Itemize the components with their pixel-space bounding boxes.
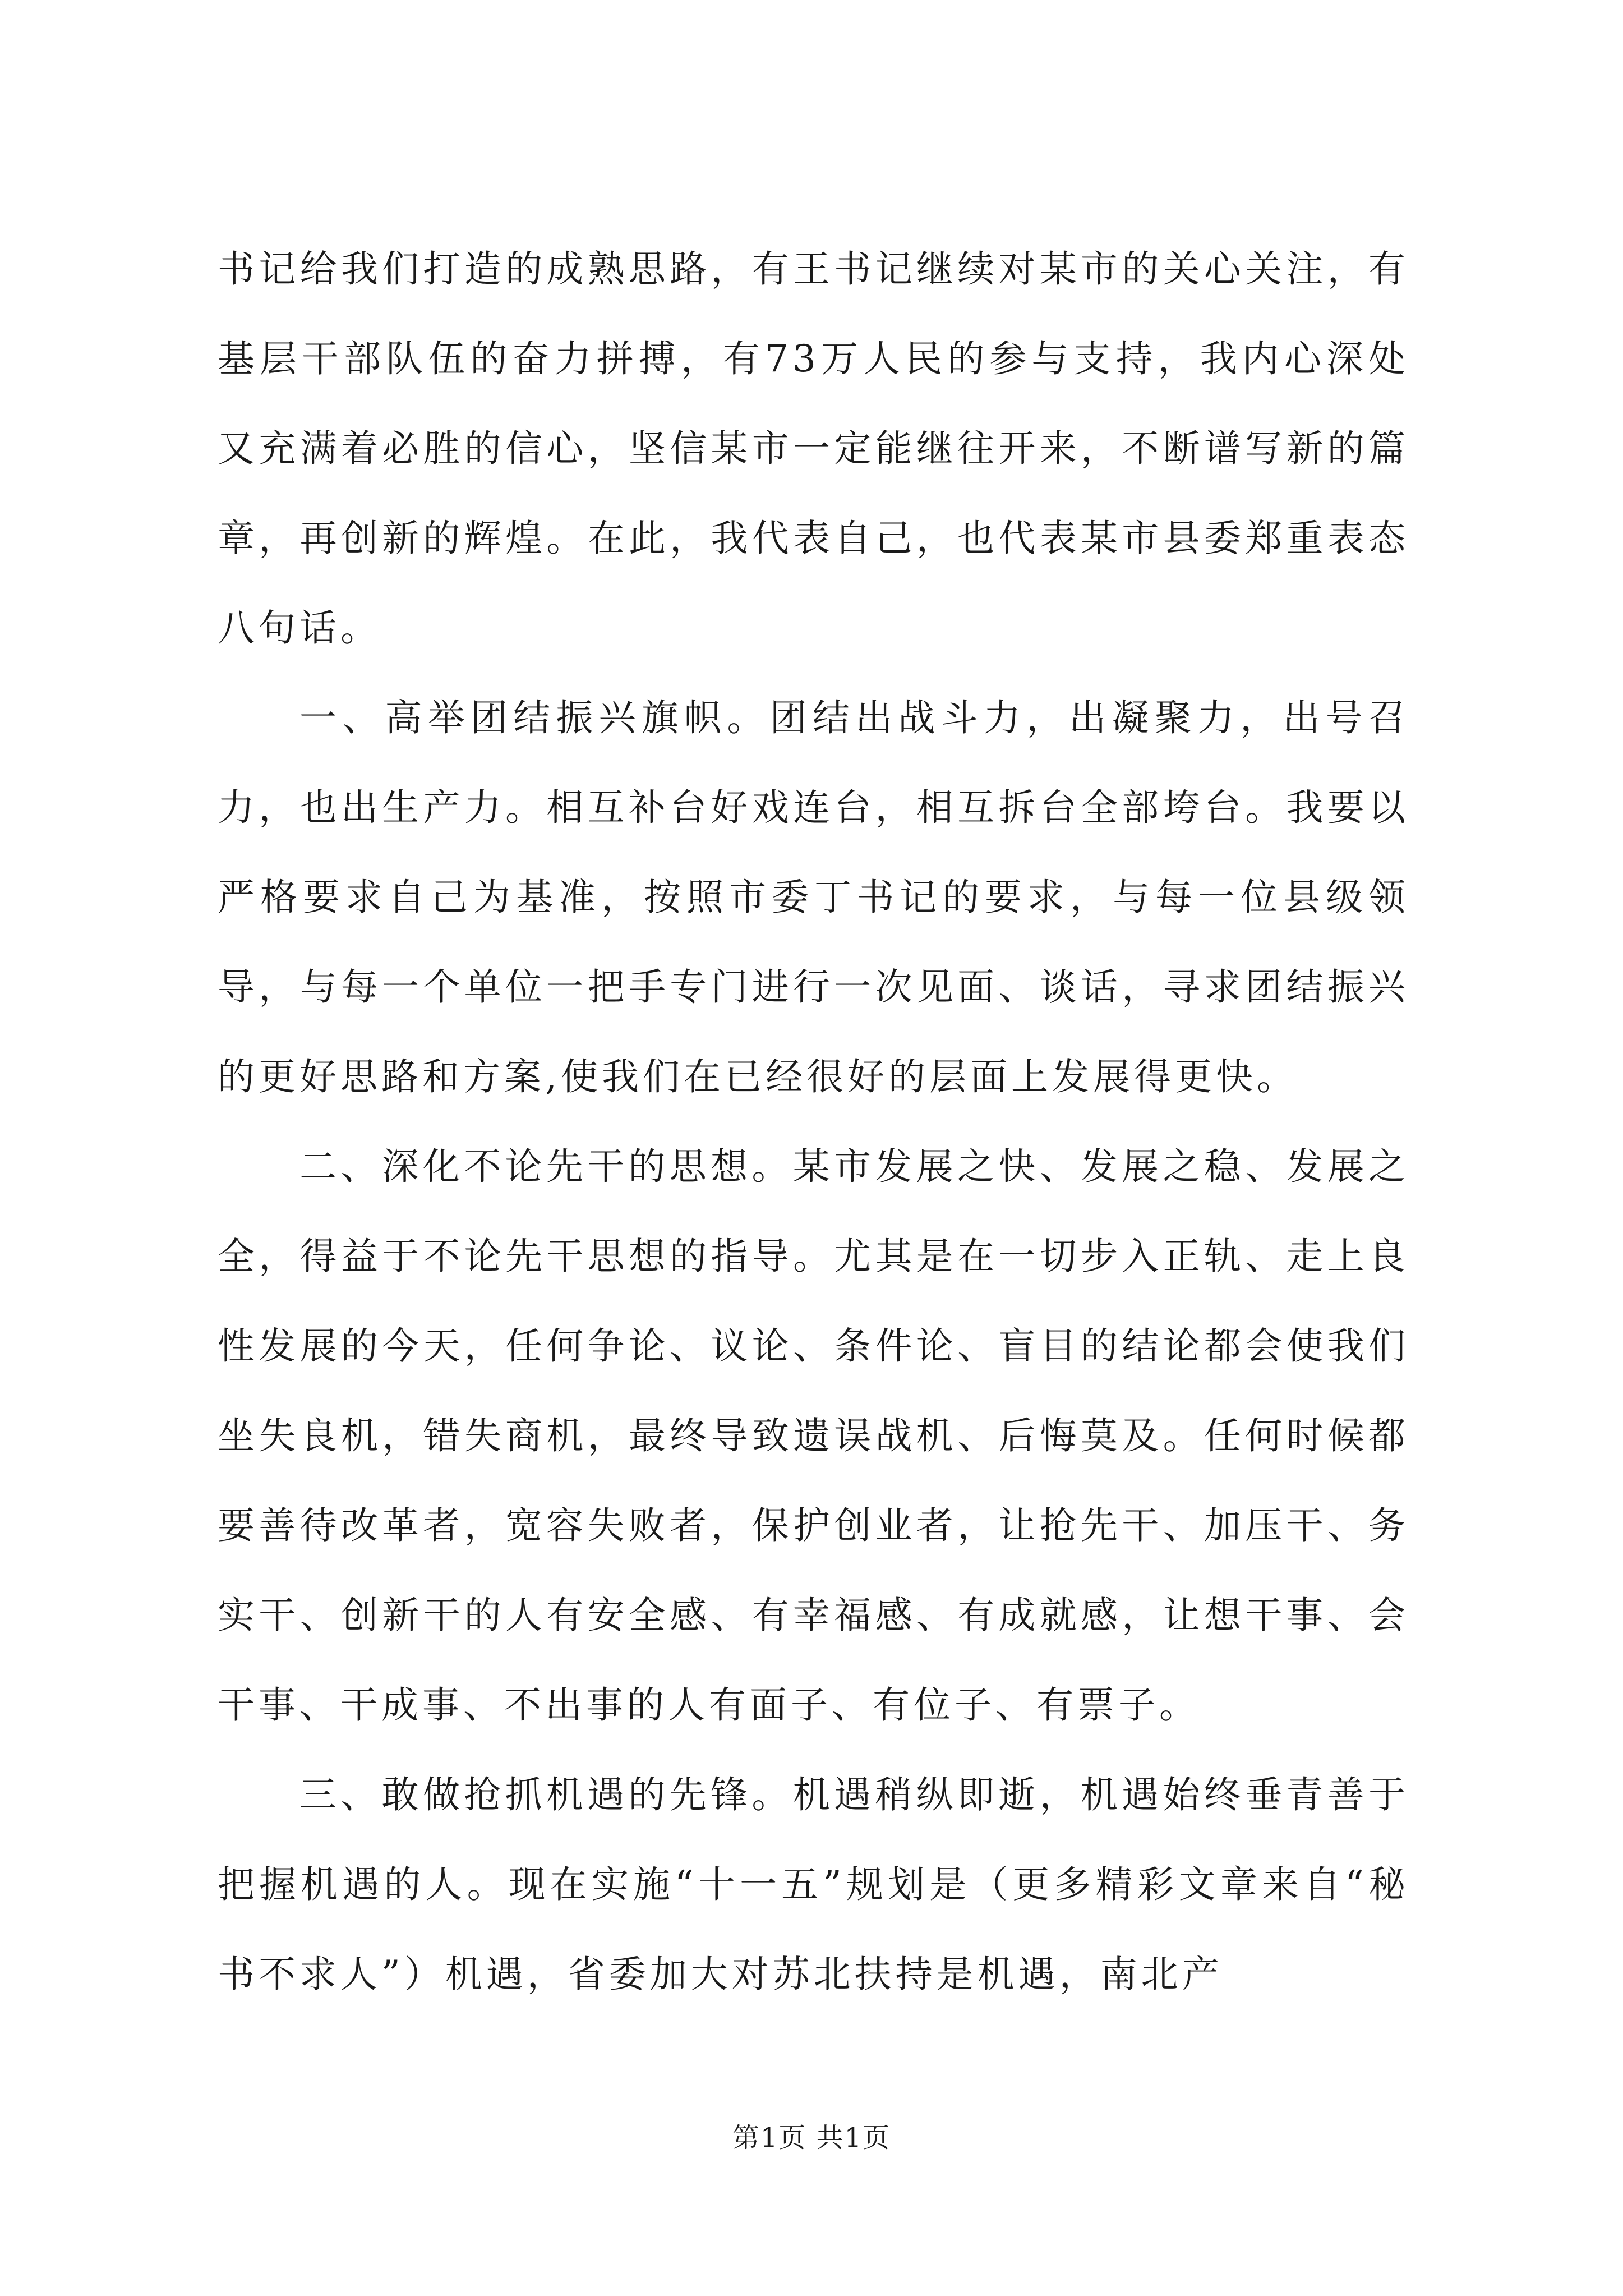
page-footer: 第1页 共1页 [732,2122,891,2154]
paragraph-continuation: 书记给我们打造的成熟思路，有王书记继续对某市的关心关注，有基层干部队伍的奋力拼搏，有73万人民的参与支持，我内心深处又充满着必胜的信心，坚信某市一定能继往开来，不断谱写新的篇章，再创新的辉煌。在此，我代表自己，也代表某市县委郑重表态八句话。 [218,247,1409,650]
paragraph-point-one: 一、高举团结振兴旗帜。团结出战斗力，出凝聚力，出号召力，也出生产力。相互补台好戏连台，相互拆台全部垮台。我要以严格要求自己为基准，按照市委丁书记的要求，与每一位县级领导，与每一个单位一把手专门进行一次见面、谈话，寻求团结振兴的更好思路和方案,使我们在已经很好的层面上发展得更快。 [218,696,1409,1098]
paragraph-point-three: 三、敢做抢抓机遇的先锋。机遇稍纵即逝，机遇始终垂青善于把握机遇的人。现在实施“十一五”规划是（更多精彩文章来自“秘书不求人”）机遇，省委加大对苏北扶持是机遇，南北产 [218,1773,1409,1996]
document-body [218,224,1409,2019]
paragraph-point-two: 二、深化不论先干的思想。某市发展之快、发展之稳、发展之全，得益于不论先干思想的指导。尤其是在一切步入正轨、走上良性发展的今天，任何争论、议论、条件论、盲目的结论都会使我们坐失良机，错失商机，最终导致遗误战机、后悔莫及。任何时候都要善待改革者，宽容失败者，保护创业者，让抢先干、加压干、务实干、创新干的人有安全感、有幸福感、有成就感，让想干事、会干事、干成事、不出事的人有面子、有位子、有票子。 [218,1145,1409,1727]
